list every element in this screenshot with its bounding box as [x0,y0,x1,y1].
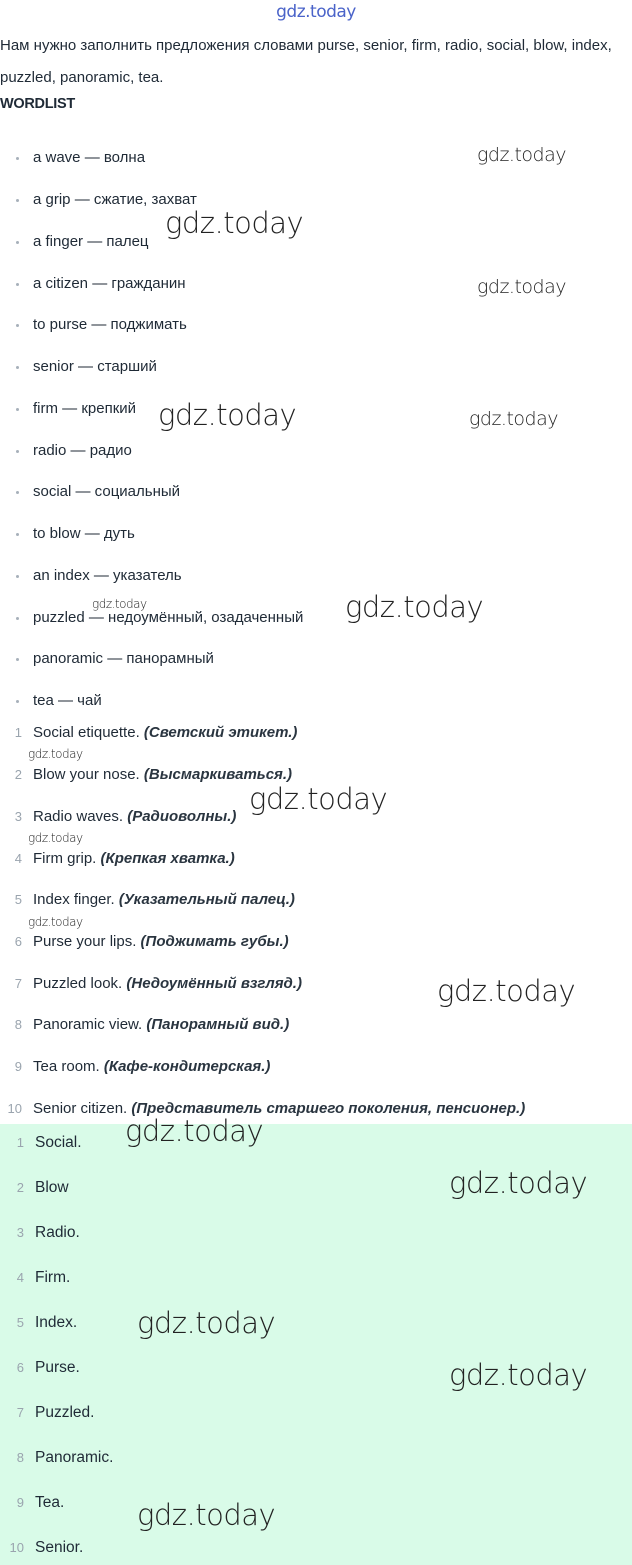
watermark: gdz.today [28,747,83,761]
watermark: gdz.today [137,1498,276,1532]
watermark: gdz.today [469,408,558,430]
answer-text: Blow [35,1179,69,1196]
exercise-sentence [33,807,236,827]
wordlist-item: a finger — палец [33,233,149,250]
translation: (Указательный палец.) [118,891,295,908]
watermark: gdz.today [125,1114,264,1148]
item-number: 4 [14,851,22,866]
item-number: 2 [16,1180,24,1195]
wordlist-item: a wave — волна [33,149,146,166]
translation: (Светский этикет.) [143,724,298,741]
translation: (Радиоволны.) [127,808,237,825]
translation: (Кафе-кондитерская.) [103,1058,271,1075]
exercise-sentence [33,974,302,994]
phrase: Radio waves. [33,808,124,825]
watermark: gdz.today [158,398,297,432]
watermark: gdz.today [449,1358,588,1392]
watermark: gdz.today [449,1166,588,1200]
exercise-sentence [33,1057,270,1077]
item-number: 5 [14,892,22,907]
translation: (Крепкая хватка.) [100,850,235,867]
wordlist-item: a citizen — гражданин [33,275,186,292]
wordlist-item: senior — старший [33,358,157,375]
watermark: gdz.today [137,1306,276,1340]
answer-text: Index. [35,1314,78,1331]
exercise-sentence [33,1099,525,1119]
wordlist-item: puzzled — недоумённый, озадаченный [33,609,304,626]
answer-text: Senior. [35,1539,84,1556]
watermark: gdz.today [437,974,576,1008]
item-number: 7 [16,1405,24,1420]
answer-text: Radio. [35,1224,80,1241]
wordlist-item: tea — чай [33,692,102,709]
phrase: Firm grip. [33,850,97,867]
wordlist-item: radio — радио [33,442,132,459]
item-number: 8 [14,1017,22,1032]
watermark: gdz.today [28,915,83,929]
item-number: 1 [16,1135,24,1150]
translation: (Поджимать губы.) [140,933,289,950]
item-number: 3 [14,809,22,824]
item-number: 1 [14,725,22,740]
item-number: 9 [16,1495,24,1510]
watermark: gdz.today [345,590,484,624]
watermark: gdz.today [477,144,566,166]
phrase: Blow your nose. [33,766,140,783]
wordlist-item: an index — указатель [33,567,182,584]
phrase: Tea room. [33,1058,100,1075]
site-logo[interactable]: gdz.today [276,2,356,22]
wordlist-item: a grip — сжатие, захват [33,191,197,208]
phrase: Social etiquette. [33,724,140,741]
answer-text: Tea. [35,1494,65,1511]
phrase: Index finger. [33,891,115,908]
answer-text: Puzzled. [35,1404,95,1421]
answer-text: Purse. [35,1359,80,1376]
exercise-sentence [33,932,289,952]
item-number: 2 [14,767,22,782]
translation: (Представитель старшего поколения, пенсионер.) [131,1100,526,1117]
exercise-sentence [33,1015,289,1035]
translation: (Высмаркиваться.) [143,766,293,783]
item-number: 3 [16,1225,24,1240]
phrase: Purse your lips. [33,933,137,950]
wordlist-heading: WORDLIST [0,96,75,112]
exercise-sentence [33,890,295,910]
item-number: 5 [16,1315,24,1330]
item-number: 9 [14,1059,22,1074]
item-number: 6 [14,934,22,949]
phrase: Senior citizen. [33,1100,128,1117]
translation: (Недоумённый взгляд.) [126,975,302,992]
item-number: 4 [16,1270,24,1285]
item-number: 6 [16,1360,24,1375]
wordlist-item: to purse — поджимать [33,316,187,333]
translation: (Панорамный вид.) [146,1016,290,1033]
watermark: gdz.today [28,831,83,845]
intro-text: Нам нужно заполнить предложения словами purse, senior, firm, radio, social, blow, index, puzzled, panoramic, tea. [0,37,612,86]
exercise-sentence [33,723,297,743]
answer-text: Social. [35,1134,82,1151]
item-number: 8 [16,1450,24,1465]
phrase: Puzzled look. [33,975,123,992]
item-number: 7 [14,976,22,991]
exercise-sentence [33,849,235,869]
wordlist-item: panoramic — панорамный [33,650,214,667]
wordlist-item: social — социальный [33,483,181,500]
item-number: 10 [9,1540,24,1555]
phrase: Panoramic view. [33,1016,143,1033]
wordlist-item: to blow — дуть [33,525,135,542]
watermark: gdz.today [477,276,566,298]
watermark: gdz.today [92,597,147,611]
watermark: gdz.today [249,782,388,816]
answer-text: Firm. [35,1269,71,1286]
watermark: gdz.today [165,206,304,240]
wordlist-item: firm — крепкий [33,400,137,417]
item-number: 10 [7,1101,22,1116]
answer-text: Panoramic. [35,1449,114,1466]
